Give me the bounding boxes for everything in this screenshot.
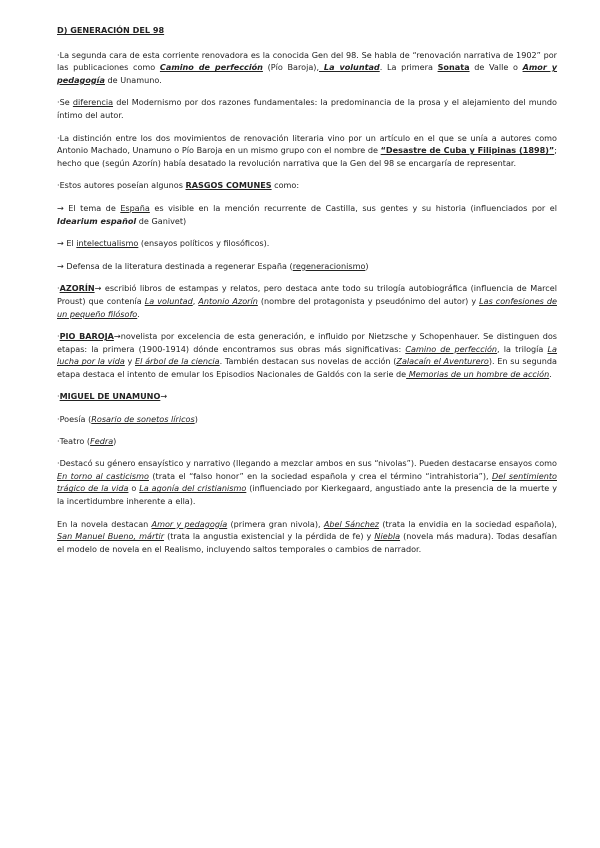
paragraph-azorin [57, 282, 557, 320]
paragraph-distincion [57, 132, 557, 170]
text: ·Poesía ( [57, 414, 92, 425]
work-antonio-azorin: Antonio Azorín [198, 295, 258, 306]
document-page [57, 24, 557, 565]
text: es visible en la mención recurrente de Castilla, sus gentes y su historia (influenciados por el [149, 202, 557, 213]
work-memorias: Memorias de un hombre de acción [406, 368, 550, 379]
text: → escribió libros de estampas y relatos, pero destaca ante todo su trilogía autobiográfica (influencia de Marcel Proust) que contenía [57, 283, 557, 306]
work-camino-de-perfeccion: Camino de perfección [159, 62, 263, 73]
paragraph-diferencia [57, 96, 557, 121]
text: (nombre del protagonista y pseudónimo del autor) y [257, 295, 480, 306]
text: ·Destacó su género ensayístico y narrativo (llegando a mezclar ambos en sus “nivolas”). Pueden destacarse ensayos como [57, 458, 557, 469]
text: (trata la envidia en la sociedad española), [379, 518, 558, 529]
term-diferencia: diferencia [72, 97, 114, 108]
text: → Defensa de la literatura destinada a regenerar España ( [57, 260, 293, 271]
work-la-agonia: La agonía del cristianismo [139, 483, 247, 494]
work-en-torno-al-casticismo: En torno al casticismo [57, 470, 149, 481]
text: de Ganivet) [136, 215, 187, 226]
text: y [124, 356, 136, 367]
text: (ensayos políticos y filosóficos). [138, 238, 270, 249]
text: o [128, 483, 140, 494]
work-la-voluntad: La voluntad [319, 62, 380, 73]
work-rosario: Rosario de sonetos líricos [91, 414, 195, 425]
text: (novela más madura). Todas desafían el modelo de novela en el Realismo, incluyendo saltos temporales o cambios de narrador. [57, 531, 557, 554]
work-las-confesiones: Las confesiones de un pequeño filósofo [57, 295, 557, 319]
text: ·Teatro ( [57, 435, 91, 446]
work-la-voluntad: La voluntad [144, 295, 193, 306]
text: ·La distinción entre los dos movimientos de renovación literaria vino por un artículo en el que se unía a autores como Antonio Machado, Unamuno o Pío Baroja en un mismo grupo con el nombre de [57, 132, 557, 156]
text: ) [113, 435, 117, 446]
work-el-arbol-de-la-ciencia: El árbol de la ciencia [135, 356, 220, 367]
heading-unamuno [57, 390, 557, 403]
paragraph-novela [57, 518, 557, 556]
term-regeneracionismo: regeneracionismo [292, 260, 366, 271]
text: · [57, 283, 60, 294]
text: . También destacan sus novelas de acción ( [219, 356, 397, 367]
text: ) [365, 260, 369, 271]
text: →novelista por excelencia de esta generación, e influido por Nietzsche y Schopenhauer. Se distinguen dos etapas: la primera (1900-1914) dónde encontramos sus obras más significativas: [57, 331, 557, 354]
text: del Modernismo por dos razones fundamentales: la predominancia de la prosa y el alejamiento del mundo íntimo del autor. [57, 97, 557, 120]
text: → [160, 391, 168, 402]
work-abel-sanchez: Abel Sánchez [323, 518, 380, 529]
term-rasgos-comunes: RASGOS COMUNES [185, 180, 272, 191]
text: (trata el “falso honor” en la sociedad española y crea el término “intrahistoria”), [148, 470, 493, 481]
term-desastre: “Desastre de Cuba y Filipinas (1898)” [380, 145, 555, 156]
work-niebla: Niebla [374, 531, 401, 542]
text: En la novela destacan [57, 518, 152, 529]
paragraph-pio-baroja [57, 330, 557, 380]
work-la-lucha-por-la-vida: La lucha por la vida [57, 343, 558, 367]
work-sonata: Sonata [437, 62, 470, 73]
list-item-regeneracionismo [57, 260, 557, 273]
text: ·Estos autores poseían algunos [57, 180, 186, 191]
text: → El [57, 238, 77, 249]
work-zalacain: Zalacaín el Aventurero [396, 356, 489, 367]
list-item-teatro [57, 435, 557, 448]
text: (trata la angustia existencial y la pérdida de fe) y [164, 531, 375, 542]
text: de Unamuno. [104, 74, 162, 85]
text: (influenciado por Kierkegaard, angustiado ante la presencia de la muerte y la incertidumbre inherente a ella). [57, 483, 557, 507]
text: , [192, 295, 199, 306]
text: · [57, 391, 60, 402]
text: · [57, 331, 60, 342]
work-idearium-espanol: Idearium español [57, 215, 137, 226]
list-item-poesia [57, 413, 557, 426]
author-azorin: AZORÍN [59, 283, 95, 294]
work-camino-de-perfeccion: Camino de perfección [405, 343, 498, 354]
section-title: D) GENERACIÓN DEL 98 [57, 25, 165, 35]
text: de Valle o [469, 62, 523, 73]
text: (Pío Baroja), [262, 62, 320, 73]
work-amor-y-pedagogia: Amor y pedagogía [57, 62, 558, 85]
list-item-espana [57, 202, 557, 227]
text: ) [194, 414, 198, 425]
list-item-intelectualismo [57, 237, 557, 250]
text: ; hecho que (según Azorín) había desatado la revolución narrativa que la Gen del 98 se encargaría de representar. [57, 145, 557, 168]
text: (primera gran nivola), [227, 518, 324, 529]
term-intelectualismo: intelectualismo [76, 238, 139, 249]
work-amor-y-pedagogia: Amor y pedagogía [151, 518, 228, 529]
text: . [137, 308, 140, 319]
paragraph-ensayos [57, 457, 557, 507]
work-del-sentimiento-tragico: Del sentimiento trágico de la vida [57, 470, 557, 494]
text: → El tema de [57, 202, 121, 213]
author-pio-baroja: PIO BAROJA [59, 331, 114, 342]
text: . La primera [379, 62, 438, 73]
text: , la trilogía [497, 343, 548, 354]
text: ·La segunda cara de esta corriente renovadora es la conocida Gen del 98. Se habla de “renovación narrativa de 1902” por las publicaciones como [57, 49, 557, 73]
work-fedra: Fedra [90, 435, 114, 446]
text: como: [271, 180, 300, 191]
paragraph-renovacion [57, 49, 557, 87]
paragraph-rasgos [57, 179, 557, 192]
term-espana: España [120, 202, 150, 213]
text: ·Se [57, 97, 73, 108]
author-unamuno: MIGUEL DE UNAMUNO [59, 391, 161, 402]
work-san-manuel-bueno: San Manuel Bueno, mártir [57, 531, 165, 542]
text: . [549, 368, 552, 379]
text: ). En su segunda etapa destaca el intento de emular los Episodios Nacionales de Galdós con la serie de [57, 356, 558, 379]
